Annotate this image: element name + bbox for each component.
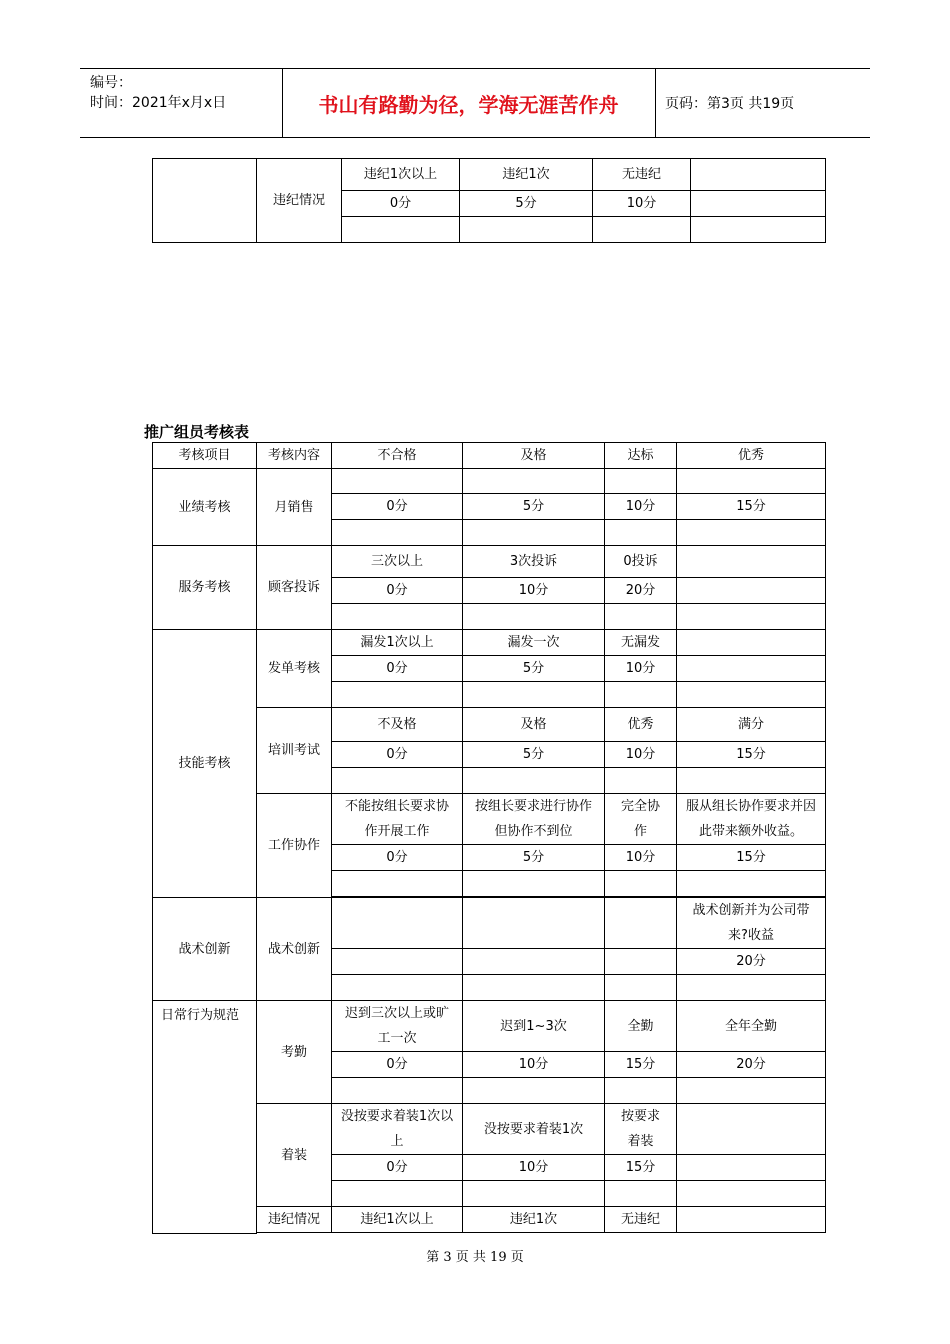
score-cell: 10分 [605, 845, 677, 871]
header-meta [90, 73, 226, 113]
empty-cell [463, 682, 605, 708]
empty-cell [605, 871, 677, 897]
level-cell: 违纪1次以上 [332, 1207, 463, 1233]
empty-cell [463, 520, 605, 546]
score-cell: 10分 [463, 578, 605, 604]
score-cell: 0分 [332, 656, 463, 682]
score-cell: 10分 [605, 742, 677, 768]
empty-cell [605, 469, 677, 494]
score-cell: 10分 [605, 656, 677, 682]
empty-cell [463, 871, 605, 897]
item-cell: 考勤 [257, 1001, 332, 1104]
level-cell: 服从组长协作要求并因此带来额外收益。 [677, 794, 826, 845]
score-cell: 20分 [677, 949, 826, 975]
empty-cell [332, 898, 463, 949]
item-cell: 战术创新 [257, 898, 332, 1001]
empty-cell [677, 1233, 826, 1234]
empty-cell [605, 682, 677, 708]
empty-cell [677, 1104, 826, 1155]
level-cell: 迟到1~3次 [463, 1001, 605, 1052]
level-cell: 漏发1次以上 [332, 630, 463, 656]
empty-cell [677, 469, 826, 494]
score-cell: 15分 [677, 845, 826, 871]
header-motto: 书山有路勤为径，学海无涯苦作舟 [318, 92, 619, 117]
empty-cell [677, 578, 826, 604]
level-cell: 完全协作 [605, 794, 677, 845]
level-cell: 违纪1次 [463, 1207, 605, 1233]
empty-cell [677, 975, 826, 1001]
score-cell: 5分 [463, 656, 605, 682]
item-cell: 培训考试 [257, 708, 332, 794]
level-cell: 按要求着装 [605, 1104, 677, 1155]
time-label: 时间：2021年x月x日 [90, 95, 227, 111]
column-header: 不合格 [332, 443, 463, 469]
empty-cell [463, 604, 605, 630]
empty-cell [677, 682, 826, 708]
item-cell: 月销售 [257, 469, 332, 546]
level-cell: 按组长要求进行协作但协作不到位 [463, 794, 605, 845]
score-cell: 15分 [605, 1155, 677, 1181]
empty-cell [332, 871, 463, 897]
score-cell: 5分 [463, 494, 605, 520]
empty-cell [677, 656, 826, 682]
level-cell: 迟到三次以上或旷工一次 [332, 1001, 463, 1052]
empty-cell [332, 520, 463, 546]
level-cell: 战术创新并为公司带来?收益 [677, 898, 826, 949]
empty-cell [332, 768, 463, 794]
score-cell: 5分 [463, 845, 605, 871]
empty-cell [463, 1181, 605, 1207]
empty-cell [677, 1155, 826, 1181]
table-title: 推广组员考核表 [144, 423, 250, 441]
score-cell: 0分 [332, 742, 463, 768]
score-cell: 20分 [605, 578, 677, 604]
continued-table [152, 158, 826, 243]
empty-cell [463, 949, 605, 975]
score-cell: 15分 [677, 742, 826, 768]
level-cell: 满分 [677, 708, 826, 742]
empty-cell [605, 604, 677, 630]
empty-cell [463, 898, 605, 949]
empty-cell [460, 217, 593, 243]
score-cell: 0分 [332, 1052, 463, 1078]
assessment-table [152, 442, 826, 1234]
score-cell: 20分 [677, 1052, 826, 1078]
header-page-label: 页码：第3页 共19页 [665, 96, 795, 112]
number-label: 编号： [90, 75, 132, 91]
empty-cell [677, 604, 826, 630]
score-cell: 15分 [605, 1052, 677, 1078]
empty-cell [332, 1233, 463, 1234]
level-cell: 违纪1次以上 [342, 159, 460, 191]
empty-cell [332, 682, 463, 708]
item-cell: 发单考核 [257, 630, 332, 708]
empty-cell [605, 520, 677, 546]
empty-cell [463, 975, 605, 1001]
empty-cell [605, 898, 677, 949]
empty-cell [605, 975, 677, 1001]
level-cell: 三次以上 [332, 546, 463, 578]
score-cell: 5分 [460, 191, 593, 217]
category-cell: 技能考核 [153, 630, 257, 898]
score-cell: 5分 [463, 742, 605, 768]
empty-cell [332, 949, 463, 975]
empty-cell [593, 217, 691, 243]
level-cell: 不能按组长要求协作开展工作 [332, 794, 463, 845]
empty-cell [463, 1078, 605, 1104]
empty-cell [605, 949, 677, 975]
level-cell: 无违纪 [593, 159, 691, 191]
empty-cell [342, 217, 460, 243]
level-cell: 优秀 [605, 708, 677, 742]
empty-cell [677, 1207, 826, 1233]
item-cell: 着装 [257, 1104, 332, 1207]
level-cell: 全勤 [605, 1001, 677, 1052]
empty-cell [677, 1078, 826, 1104]
empty-cell [605, 768, 677, 794]
empty-cell [332, 469, 463, 494]
item-cell: 工作协作 [257, 794, 332, 898]
level-cell: 无违纪 [605, 1207, 677, 1233]
empty-cell [605, 1181, 677, 1207]
level-cell: 0投诉 [605, 546, 677, 578]
page-footer: 第 3 页 共 19 页 [426, 1250, 524, 1265]
level-cell: 全年全勤 [677, 1001, 826, 1052]
empty-cell [257, 1233, 332, 1234]
header-divider [655, 69, 656, 137]
score-cell: 10分 [593, 191, 691, 217]
empty-cell [677, 520, 826, 546]
empty-cell [691, 159, 826, 191]
empty-cell [677, 546, 826, 578]
level-cell: 没按要求着装1次以上 [332, 1104, 463, 1155]
page-header [80, 68, 870, 138]
empty-cell [605, 1233, 677, 1234]
score-cell: 10分 [463, 1052, 605, 1078]
empty-cell [332, 975, 463, 1001]
column-header: 考核内容 [257, 443, 332, 469]
empty-cell [677, 871, 826, 897]
score-cell: 10分 [463, 1155, 605, 1181]
score-cell: 10分 [605, 494, 677, 520]
item-cell: 违纪情况 [257, 1207, 332, 1233]
empty-cell [332, 1078, 463, 1104]
level-cell: 漏发一次 [463, 630, 605, 656]
score-cell: 15分 [677, 494, 826, 520]
level-cell: 不及格 [332, 708, 463, 742]
column-header: 考核项目 [153, 443, 257, 469]
discipline-label: 违纪情况 [257, 159, 342, 243]
empty-cell [463, 1233, 605, 1234]
empty-cell [463, 469, 605, 494]
score-cell: 0分 [342, 191, 460, 217]
level-cell: 3次投诉 [463, 546, 605, 578]
empty-cell [332, 604, 463, 630]
empty-cell [677, 768, 826, 794]
empty-cell [691, 217, 826, 243]
column-header: 及格 [463, 443, 605, 469]
score-cell: 0分 [332, 494, 463, 520]
category-cell: 服务考核 [153, 546, 257, 630]
level-cell: 及格 [463, 708, 605, 742]
empty-cell [605, 1078, 677, 1104]
column-header: 达标 [605, 443, 677, 469]
category-cell: 日常行为规范 [153, 1001, 257, 1234]
score-cell: 0分 [332, 845, 463, 871]
level-cell: 无漏发 [605, 630, 677, 656]
empty-cell [463, 768, 605, 794]
category-cell: 业绩考核 [153, 469, 257, 546]
item-cell: 顾客投诉 [257, 546, 332, 630]
empty-cell [677, 630, 826, 656]
score-cell: 0分 [332, 1155, 463, 1181]
score-cell: 0分 [332, 578, 463, 604]
category-cell: 战术创新 [153, 898, 257, 1001]
empty-cell [153, 159, 257, 243]
empty-cell [677, 1181, 826, 1207]
empty-cell [691, 191, 826, 217]
level-cell: 没按要求着装1次 [463, 1104, 605, 1155]
level-cell: 违纪1次 [460, 159, 593, 191]
column-header: 优秀 [677, 443, 826, 469]
empty-cell [332, 1181, 463, 1207]
